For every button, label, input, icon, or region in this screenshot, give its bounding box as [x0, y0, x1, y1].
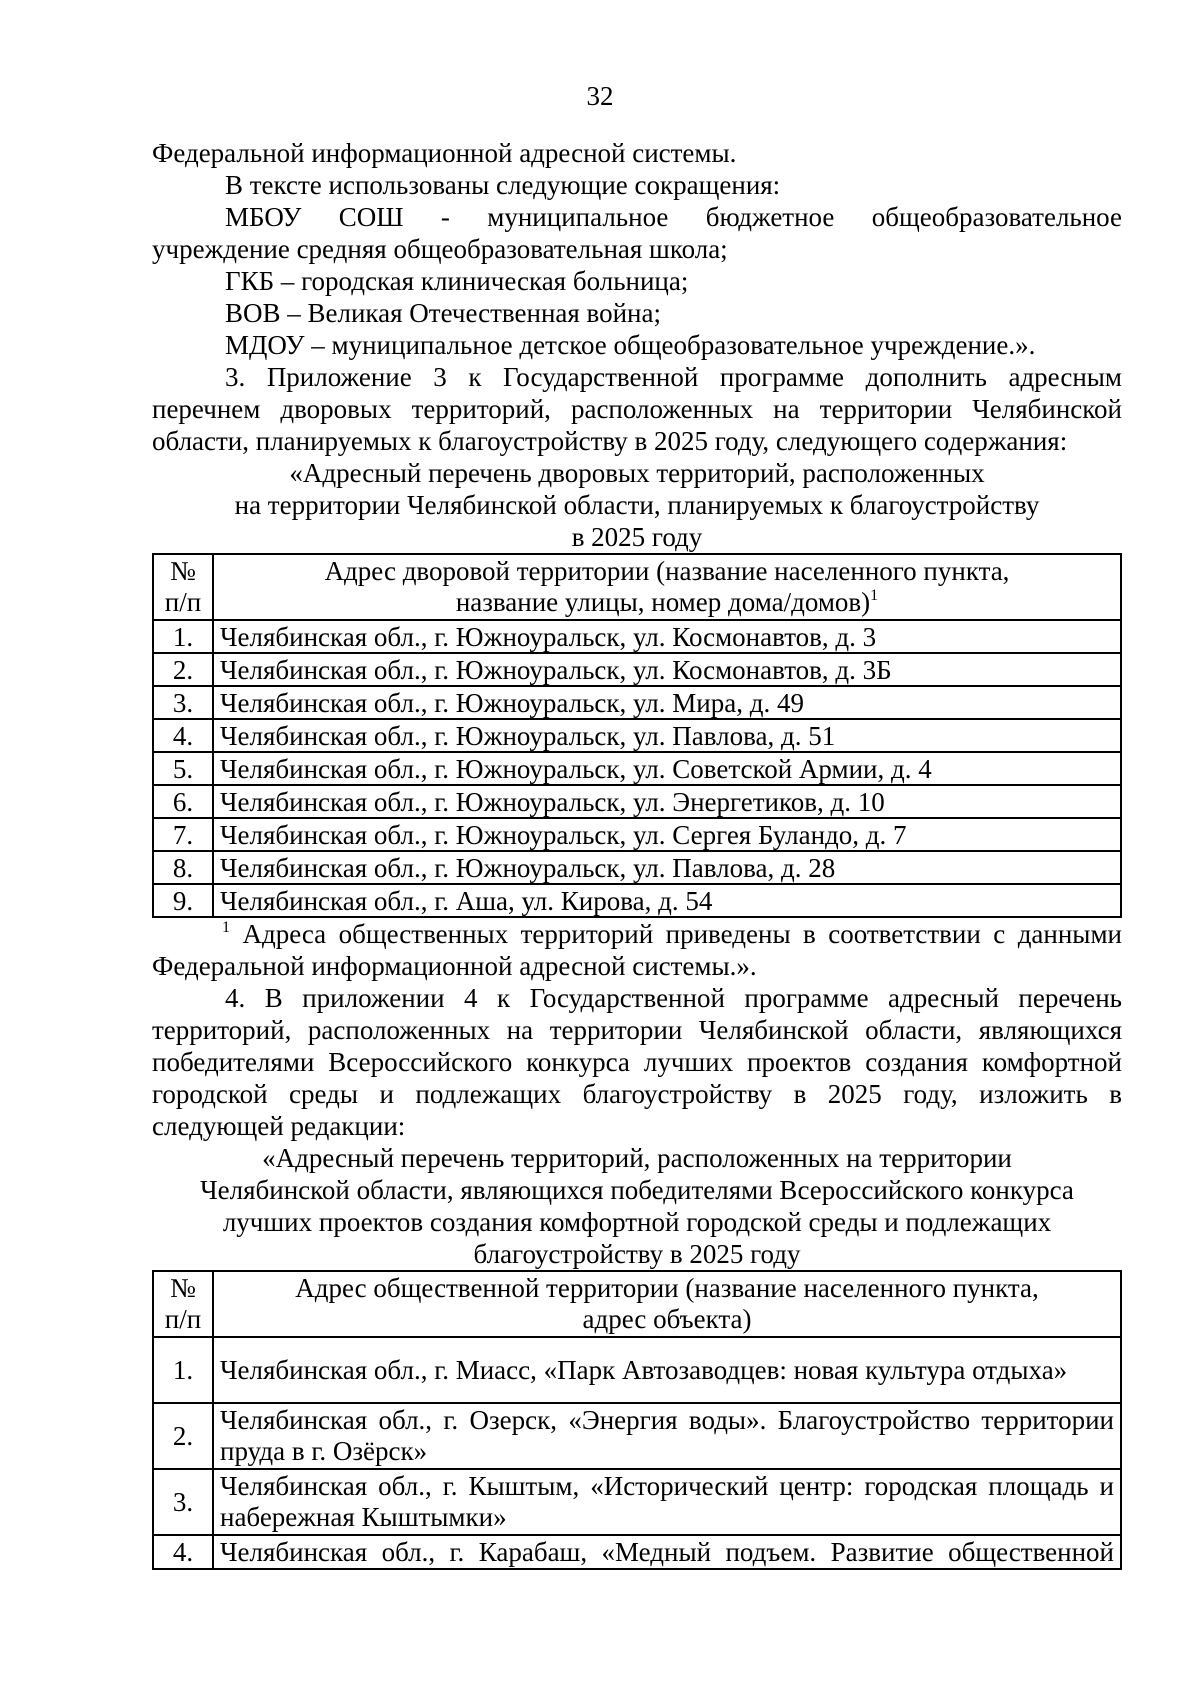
row-address: Челябинская обл., г. Южноуральск, ул. Павлова, д. 51: [213, 719, 1121, 752]
column-header-address: Адрес дворовой территории (название населенного пункта, название улицы, номер дома/домов)$^1$: [213, 554, 1121, 620]
row-address: Челябинская обл., г. Южноуральск, ул. Мира, д. 49: [213, 686, 1121, 719]
table2-title: [152, 1142, 1122, 1270]
table-row: [153, 818, 1121, 851]
row-address: Челябинская обл., г. Озерск, «Энергия воды». Благоустройство территории пруда в г. Озёрск»: [213, 1403, 1121, 1469]
row-number: 9.: [153, 884, 213, 917]
row-address: Челябинская обл., г. Южноуральск, ул. Космонавтов, д. 3: [213, 620, 1121, 653]
table-row: [153, 1403, 1121, 1469]
page-number: 32: [586, 81, 614, 111]
table-row: [153, 620, 1121, 653]
row-number: 1.: [153, 1337, 213, 1403]
paragraph-3: 3. Приложение 3 к Государственной программе дополнить адресным перечнем дворовых территорий, расположенных на территории Челябинской области, планируемых к благоустройству в 2025 году, следующего содержания:: [152, 362, 1122, 456]
table-row: [153, 851, 1121, 884]
row-address: Челябинская обл., г. Аша, ул. Кирова, д. 54: [213, 884, 1121, 917]
row-address: Челябинская обл., г. Южноуральск, ул. Энергетиков, д. 10: [213, 785, 1121, 818]
row-address: Челябинская обл., г. Южноуральск, ул. Сергея Буландо, д. 7: [213, 818, 1121, 851]
abbrev-mbou-line2: учреждение средняя общеобразовательная школа;: [152, 234, 728, 264]
table-row: [153, 1337, 1121, 1403]
column-header-address: Адрес общественной территории (название населенного пункта, адрес объекта): [213, 1271, 1121, 1337]
table-row: [153, 719, 1121, 752]
footnote-text: Адреса общественных территорий приведены в соответствии с данными Федеральной информационной адресной системы.».: [152, 919, 1122, 981]
table-header-row: [153, 554, 1121, 620]
footnote-mark: 1: [222, 919, 230, 936]
table2-title-line: благоустройству в 2025 году: [473, 1239, 801, 1269]
row-number: 3.: [153, 1469, 213, 1535]
yard-territories-table: [152, 553, 1122, 918]
row-number: 3.: [153, 686, 213, 719]
table2-title-line: Челябинской области, являющихся победителями Всероссийского конкурса: [200, 1175, 1074, 1205]
row-address: Челябинская обл., г. Южноуральск, ул. Космонавтов, д. 3Б: [213, 653, 1121, 686]
row-number: 7.: [153, 818, 213, 851]
table1-title-line: в 2025 году: [571, 522, 703, 552]
row-address: Челябинская обл., г. Миасс, «Парк Автозаводцев: новая культура отдыха»: [213, 1337, 1121, 1403]
table-row: [153, 686, 1121, 719]
abbrev-vov: ВОВ – Великая Отечественная война;: [225, 298, 661, 328]
public-territories-table: [152, 1270, 1122, 1570]
row-number: 2.: [153, 653, 213, 686]
abbrev-mdou: МДОУ – муниципальное детское общеобразовательное учреждение.».: [225, 330, 1036, 360]
row-number: 5.: [153, 752, 213, 785]
row-address: Челябинская обл., г. Кыштым, «Исторический центр: городская площадь и набережная Кыштымки»: [213, 1469, 1121, 1535]
table-row: [153, 653, 1121, 686]
table-row: [153, 1469, 1121, 1535]
table2-title-line: лучших проектов создания комфортной городской среды и подлежащих: [222, 1207, 1052, 1237]
row-number: 4.: [153, 1535, 213, 1569]
table-row: [153, 785, 1121, 818]
row-number: 4.: [153, 719, 213, 752]
table-header-row: [153, 1271, 1121, 1337]
abbrev-gkb: ГКБ – городская клиническая больница;: [225, 266, 689, 296]
row-address: Челябинская обл., г. Южноуральск, ул. Советской Армии, д. 4: [213, 752, 1121, 785]
table1-title-line: «Адресный перечень дворовых территорий, расположенных: [289, 458, 985, 488]
table-row: [153, 884, 1121, 917]
row-address: Челябинская обл., г. Южноуральск, ул. Павлова, д. 28: [213, 851, 1121, 884]
table-row: [153, 1535, 1121, 1569]
footnote: [152, 918, 1122, 982]
table2-title-line: «Адресный перечень территорий, расположенных на территории: [262, 1143, 1012, 1173]
row-number: 1.: [153, 620, 213, 653]
row-number: 2.: [153, 1403, 213, 1469]
row-number: 6.: [153, 785, 213, 818]
column-header-number: № п/п: [153, 1271, 213, 1337]
footnote-mark: 1: [870, 587, 879, 604]
paragraph-4: 4. В приложении 4 к Государственной программе адресный перечень территорий, расположенных на территории Челябинской области, являющихся победителями Всероссийского конкурса лучших проектов создания комфортной городской среды и подлежащих благоустройству в 2025 году, изложить в следующей редакции:: [152, 983, 1122, 1141]
row-address: Челябинская обл., г. Карабаш, «Медный подъем. Развитие общественной: [213, 1535, 1121, 1569]
document-body: [152, 137, 1122, 1570]
table1-title-line: на территории Челябинской области, планируемых к благоустройству: [234, 490, 1040, 520]
table-row: [153, 752, 1121, 785]
table1-title: [152, 457, 1122, 553]
paragraph-intro-end: Федеральной информационной адресной системы.: [152, 138, 737, 168]
abbreviations-intro: В тексте использованы следующие сокращения:: [225, 170, 781, 200]
abbrev-mbou-line1: МБОУ СОШ - муниципальное бюджетное общеобразовательное: [225, 202, 1122, 232]
column-header-number: № п/п: [153, 554, 213, 620]
row-number: 8.: [153, 851, 213, 884]
